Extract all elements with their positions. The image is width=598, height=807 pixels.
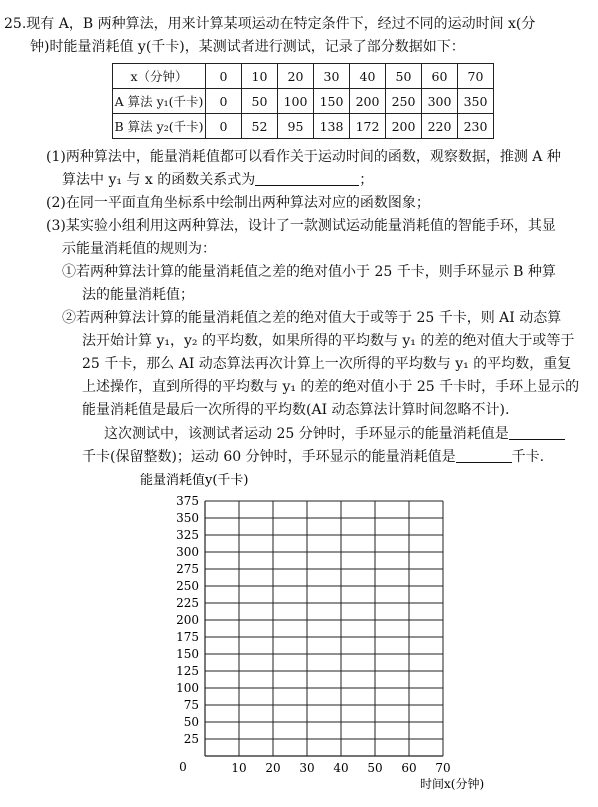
coordinate-grid xyxy=(0,473,598,793)
y-tick-label: 75 xyxy=(183,698,199,712)
intro-text-1: 现有 A，B 两种算法，用来计算某项运动在特定条件下，经过不同的运动时间 x(分 xyxy=(26,16,536,32)
x-tick-label: 20 xyxy=(265,761,281,775)
table-row xyxy=(113,89,494,114)
y-tick-label: 25 xyxy=(183,732,199,746)
y-tick-label: 175 xyxy=(176,630,199,644)
x-tick-label: 10 xyxy=(231,761,247,775)
table-cell: 250 xyxy=(386,89,422,114)
table-cell: 60 xyxy=(422,64,458,89)
problem-intro-line-2: 钟)时能量消耗值 y(千卡)，某测试者进行测试，记录了部分数据如下： xyxy=(30,39,465,55)
y-tick-label: 375 xyxy=(176,494,199,508)
y-tick-label: 100 xyxy=(176,681,199,695)
question-1-text: 算法中 y₁ 与 x 的函数关系式为 xyxy=(62,172,256,188)
y-tick-label: 350 xyxy=(176,511,199,525)
table-cell: 138 xyxy=(314,114,350,139)
table-row xyxy=(113,114,494,139)
table-cell: 0 xyxy=(206,89,242,114)
origin-label: 0 xyxy=(179,760,187,774)
y-axis-label: 能量消耗值y(千卡) xyxy=(140,473,249,488)
fill-text-2: 千卡(保留整数)；运动 60 分钟时，手环显示的能量消耗值是 xyxy=(82,449,456,465)
grid-lines xyxy=(205,501,443,756)
table-row xyxy=(113,64,494,89)
table-cell: 0 xyxy=(206,64,242,89)
answer-blank[interactable] xyxy=(509,425,565,440)
rule-2-line-4: 上述操作，直到所得的平均数与 y₁ 的差的绝对值小于 25 千卡时，手环上显示的 xyxy=(82,379,580,395)
problem-intro-line-1 xyxy=(4,14,535,34)
y-tick-label: 200 xyxy=(176,613,199,627)
table-cell: 40 xyxy=(350,64,386,89)
table-cell: 100 xyxy=(278,89,314,114)
answer-blank[interactable] xyxy=(255,171,359,186)
question-1-line-2 xyxy=(62,170,373,190)
fill-text-3: 千卡. xyxy=(511,449,545,465)
table-cell: 50 xyxy=(242,89,278,114)
table-cell: 95 xyxy=(278,114,314,139)
table-cell: 172 xyxy=(350,114,386,139)
x-tick-label: 60 xyxy=(401,761,417,775)
answer-blank[interactable] xyxy=(456,448,512,463)
y-tick-label: 50 xyxy=(183,715,199,729)
fill-text-1: 这次测试中，该测试者运动 25 分钟时，手环显示的能量消耗值是 xyxy=(104,426,509,442)
table-cell: 200 xyxy=(350,89,386,114)
table-cell: 300 xyxy=(422,89,458,114)
x-axis-label: 时间x(分钟) xyxy=(420,777,485,791)
fill-line-1 xyxy=(104,424,565,444)
y-tick-label: 325 xyxy=(176,528,199,542)
question-2: (2)在同一平面直角坐标系中绘制出两种算法对应的函数图象； xyxy=(46,195,430,211)
table-cell: B 算法 y₂(千卡) xyxy=(113,114,206,139)
table-cell: 220 xyxy=(422,114,458,139)
table-cell: 10 xyxy=(242,64,278,89)
question-3-line-2: 示能量消耗值的规则为： xyxy=(62,241,216,257)
y-tick-label: 225 xyxy=(176,596,199,610)
table-cell: 50 xyxy=(386,64,422,89)
y-tick-label: 300 xyxy=(176,545,199,559)
y-tick-label: 275 xyxy=(176,562,199,576)
x-tick-label: 70 xyxy=(435,761,451,775)
x-tick-label: 40 xyxy=(333,761,349,775)
table-cell: 20 xyxy=(278,64,314,89)
y-tick-label: 125 xyxy=(176,664,199,678)
rule-1-line-1: ①若两种算法计算的能量消耗值之差的绝对值小于 25 千卡，则手环显示 B 种算 xyxy=(62,264,556,280)
x-tick-label: 30 xyxy=(299,761,315,775)
table-cell: 0 xyxy=(206,114,242,139)
table-cell: 30 xyxy=(314,64,350,89)
table-cell: A 算法 y₁(千卡) xyxy=(113,89,206,114)
x-tick-label: 50 xyxy=(367,761,383,775)
table-cell: 200 xyxy=(386,114,422,139)
rule-2-line-3: 25 千卡，那么 AI 动态算法再次计算上一次所得的平均数与 y₁ 的平均数，重复 xyxy=(82,356,572,372)
rule-2-line-2: 法开始计算 y₁，y₂ 的平均数，如果所得的平均数与 y₁ 的差的绝对值大于或等于 xyxy=(82,333,575,349)
rule-2-line-1: ②若两种算法计算的能量消耗值之差的绝对值大于或等于 25 千卡，则 AI 动态算 xyxy=(62,310,562,326)
fill-line-2 xyxy=(82,447,544,467)
table-cell: x（分钟） xyxy=(113,64,206,89)
rule-1-line-2: 法的能量消耗值； xyxy=(82,287,194,303)
table-cell: 230 xyxy=(458,114,494,139)
table-cell: 52 xyxy=(242,114,278,139)
rule-2-line-5: 能量消耗值是最后一次所得的平均数(AI 动态算法计算时间忽略不计). xyxy=(82,402,510,418)
data-table xyxy=(112,63,494,139)
y-tick-label: 250 xyxy=(176,579,199,593)
table-cell: 350 xyxy=(458,89,494,114)
problem-number: 25. xyxy=(4,16,27,32)
question-1-line-1: (1)两种算法中，能量消耗值都可以看作关于运动时间的函数，观察数据，推测 A 种 xyxy=(46,149,561,165)
y-tick-label: 150 xyxy=(176,647,199,661)
table-cell: 70 xyxy=(458,64,494,89)
question-1-end: ； xyxy=(359,172,374,188)
table-cell: 150 xyxy=(314,89,350,114)
question-3-line-1: (3)某实验小组利用这两种算法，设计了一款测试运动能量消耗值的智能手环，其显 xyxy=(46,218,556,234)
